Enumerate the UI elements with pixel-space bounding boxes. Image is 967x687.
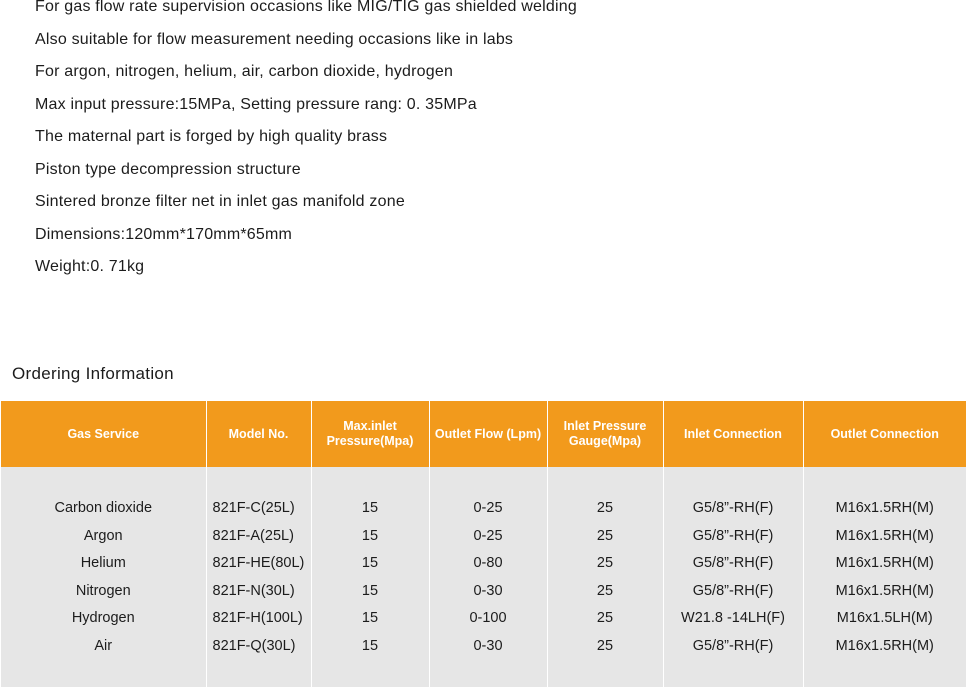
table-row: [1, 495, 966, 523]
table-cell: 821F-A(25L): [206, 522, 311, 550]
column-header: Gas Service: [1, 401, 206, 467]
feature-list: [35, 0, 577, 287]
column-header: Inlet Connection: [663, 401, 803, 467]
table-cell: 0-30: [429, 577, 547, 605]
table-cell: Nitrogen: [1, 577, 206, 605]
table-cell: 821F-C(25L): [206, 495, 311, 523]
table-cell: Helium: [1, 550, 206, 578]
table-cell: M16x1.5RH(M): [803, 522, 966, 550]
table-cell: 15: [311, 522, 429, 550]
table-cell: 25: [547, 522, 663, 550]
table-cell: 0-80: [429, 550, 547, 578]
table-cell: 25: [547, 550, 663, 578]
table-cell: 821F-HE(80L): [206, 550, 311, 578]
feature-item: Weight:0. 71kg: [35, 254, 577, 287]
table-cell: G5/8”-RH(F): [663, 577, 803, 605]
table-cell: Hydrogen: [1, 605, 206, 633]
table-cell: 0-25: [429, 495, 547, 523]
table-cell: 0-30: [429, 632, 547, 660]
table-cell: 15: [311, 550, 429, 578]
feature-item: Max input pressure:15MPa, Setting pressure rang: 0. 35MPa: [35, 92, 577, 125]
feature-item: Sintered bronze filter net in inlet gas manifold zone: [35, 189, 577, 222]
table-cell: M16x1.5RH(M): [803, 632, 966, 660]
table-cell: 15: [311, 495, 429, 523]
table-spacer: [1, 660, 966, 687]
table-cell: G5/8”-RH(F): [663, 522, 803, 550]
table-cell: 25: [547, 632, 663, 660]
table-header-row: [1, 401, 966, 467]
table-cell: 0-25: [429, 522, 547, 550]
table-cell: G5/8”-RH(F): [663, 550, 803, 578]
feature-item: Dimensions:120mm*170mm*65mm: [35, 222, 577, 255]
table-cell: M16x1.5RH(M): [803, 550, 966, 578]
table-row: [1, 522, 966, 550]
table-cell: 821F-N(30L): [206, 577, 311, 605]
table-cell: Carbon dioxide: [1, 495, 206, 523]
column-header: Max.inlet Pressure(Mpa): [311, 401, 429, 467]
table-cell: G5/8”-RH(F): [663, 495, 803, 523]
table-cell: 821F-H(100L): [206, 605, 311, 633]
table-row: [1, 550, 966, 578]
column-header: Outlet Flow (Lpm): [429, 401, 547, 467]
table-cell: 821F-Q(30L): [206, 632, 311, 660]
feature-item: The maternal part is forged by high quality brass: [35, 124, 577, 157]
column-header: Outlet Connection: [803, 401, 966, 467]
table-cell: W21.8 -14LH(F): [663, 605, 803, 633]
table-cell: M16x1.5RH(M): [803, 577, 966, 605]
table-cell: 25: [547, 605, 663, 633]
table-spacer: [1, 467, 966, 495]
table-row: [1, 605, 966, 633]
column-header: Inlet Pressure Gauge(Mpa): [547, 401, 663, 467]
table-cell: 0-100: [429, 605, 547, 633]
table-cell: Argon: [1, 522, 206, 550]
table-cell: 25: [547, 495, 663, 523]
table-cell: 15: [311, 632, 429, 660]
ordering-table: [1, 401, 966, 687]
table-cell: 25: [547, 577, 663, 605]
table-row: [1, 577, 966, 605]
feature-item: Also suitable for flow measurement needing occasions like in labs: [35, 27, 577, 60]
table-cell: M16x1.5RH(M): [803, 495, 966, 523]
table-cell: M16x1.5LH(M): [803, 605, 966, 633]
table-cell: Air: [1, 632, 206, 660]
table-cell: G5/8”-RH(F): [663, 632, 803, 660]
feature-item: For argon, nitrogen, helium, air, carbon dioxide, hydrogen: [35, 59, 577, 92]
feature-item: For gas flow rate supervision occasions like MIG/TIG gas shielded welding: [35, 0, 577, 27]
feature-item: Piston type decompression structure: [35, 157, 577, 190]
table-row: [1, 632, 966, 660]
column-header: Model No.: [206, 401, 311, 467]
table-cell: 15: [311, 605, 429, 633]
table-cell: 15: [311, 577, 429, 605]
section-title: Ordering Information: [12, 364, 174, 384]
